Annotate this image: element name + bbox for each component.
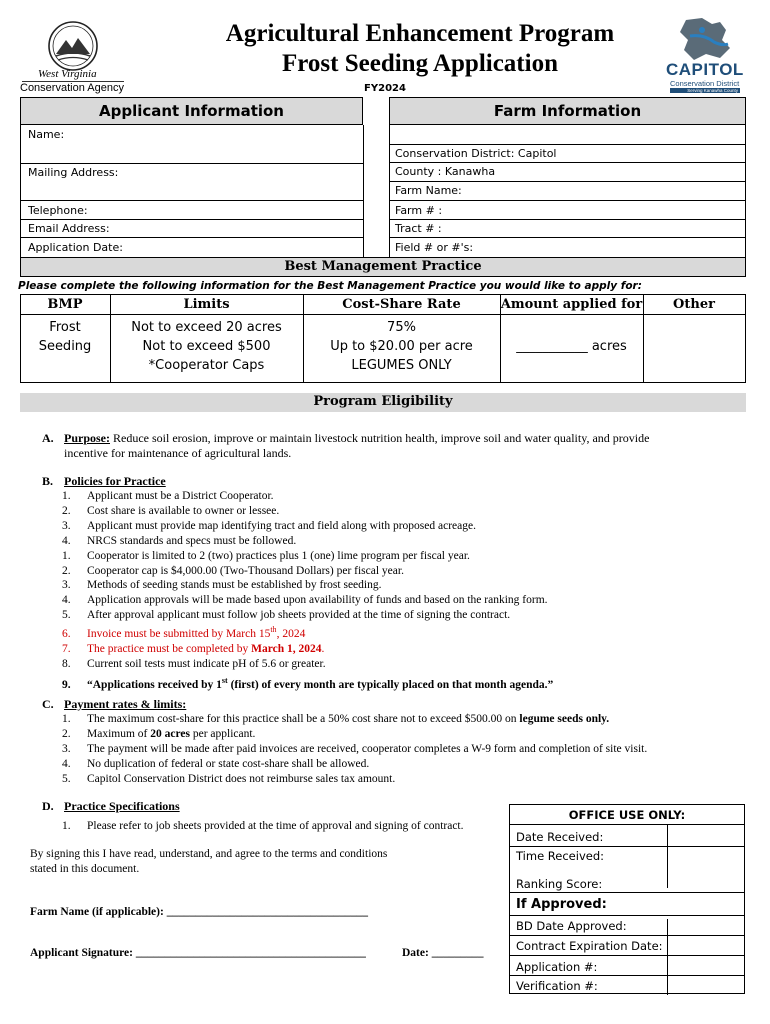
policy-item-num: 5. xyxy=(62,609,71,622)
specs-item-1-text: Please refer to job sheets provided at the time of approval and signing of contract. xyxy=(87,820,464,832)
document-subtitle: Frost Seeding Application xyxy=(282,50,558,77)
telephone-label[interactable]: Telephone: xyxy=(28,204,88,217)
bmp-col-5 xyxy=(745,294,746,382)
policy-item xyxy=(62,674,553,693)
payment-title: Payment rates & limits: xyxy=(64,697,187,711)
payment-item-text: No duplication of federal or state cost-share shall be allowed. xyxy=(87,757,370,770)
if-approved-heading: If Approved: xyxy=(510,892,744,917)
info-left-border xyxy=(20,125,21,258)
payment-item-text: Maximum of xyxy=(87,727,151,740)
bmp-name-line1: Frost xyxy=(49,320,81,335)
policy-item-text: Application approvals will be made based upon availability of funds and based on the ranking form. xyxy=(87,594,548,607)
farm-line-5 xyxy=(389,237,745,238)
payment-item xyxy=(62,772,647,787)
payment-item xyxy=(62,757,647,772)
county-label: County : Kanawha xyxy=(395,165,496,178)
wv-conservation-agency-logo xyxy=(18,20,128,96)
policy-item-sup: st xyxy=(221,675,228,685)
payment-item-bold: legume seeds only. xyxy=(519,713,610,725)
policy-item-num: 9. xyxy=(62,678,71,691)
mailing-address-label[interactable]: Mailing Address: xyxy=(28,166,119,179)
capitol-name: CAPITOL xyxy=(666,60,744,79)
bd-date-approved-label[interactable]: BD Date Approved: xyxy=(510,915,744,935)
limit-dollars: Not to exceed $500 xyxy=(142,339,271,354)
policy-item-text: , 2024 xyxy=(276,627,306,640)
policy-item xyxy=(62,657,553,672)
col-header-rate: Cost-Share Rate xyxy=(342,297,461,312)
specs-item-1-num: 1. xyxy=(62,820,71,832)
rate-legumes: LEGUMES ONLY xyxy=(351,358,452,373)
farm-name-signature-field[interactable]: Farm Name (if applicable): ___________________________________ xyxy=(30,906,368,918)
policy-item-text: Invoice must be submitted by March 15 xyxy=(87,627,271,640)
info-divider xyxy=(363,125,364,258)
payment-item xyxy=(62,712,647,727)
farm-line-0 xyxy=(389,144,745,145)
policy-item-text: (first) of every month are typically placed on that month agenda.” xyxy=(227,678,554,691)
purpose-title: Purpose: xyxy=(64,431,110,445)
document-title: Agricultural Enhancement Program xyxy=(225,20,615,47)
purpose-line2: incentive for maintenance of agricultural lands. xyxy=(64,446,292,460)
farm-number-label[interactable]: Farm # : xyxy=(395,204,443,217)
rate-percent: 75% xyxy=(387,320,416,335)
bmp-rate xyxy=(303,318,500,375)
contract-expiration-label[interactable]: Contract Expiration Date: xyxy=(510,935,744,955)
payment-item-text: per applicant. xyxy=(189,727,256,740)
applicant-signature-field[interactable]: Applicant Signature: ________________________________________ xyxy=(30,947,366,959)
amount-applied-field[interactable]: ___________ acres xyxy=(516,339,627,354)
bmp-instruction: Please complete the following information for the Best Management Practice you would like to apply for: xyxy=(18,280,642,292)
policy-item xyxy=(62,623,553,642)
policy-item xyxy=(62,519,553,534)
policy-item-num: 1. xyxy=(62,490,71,502)
policy-item-num: 2. xyxy=(62,564,71,577)
application-number-label[interactable]: Application #: xyxy=(510,955,744,975)
policies-letter: B. xyxy=(42,474,54,488)
date-received-label[interactable]: Date Received: xyxy=(510,824,744,846)
bmp-name xyxy=(20,318,110,356)
policy-item xyxy=(62,608,553,623)
policy-item-text: Cost share is available to owner or lessee. xyxy=(87,504,280,517)
policy-item xyxy=(62,578,553,593)
payment-item-num: 1. xyxy=(62,713,71,725)
payment-letter: C. xyxy=(42,697,54,711)
policy-item xyxy=(62,593,553,608)
rate-per-acre: Up to $20.00 per acre xyxy=(330,339,473,354)
specs-title: Practice Specifications xyxy=(64,799,180,813)
payment-item-num: 5. xyxy=(62,772,71,785)
application-date-label[interactable]: Application Date: xyxy=(28,241,123,254)
policy-item-text: NRCS standards and specs must be followed. xyxy=(87,534,297,547)
policy-item xyxy=(62,549,553,564)
payment-item-bold: 20 acres xyxy=(150,727,190,740)
farm-line-1 xyxy=(389,162,745,163)
policy-item xyxy=(62,534,553,549)
payment-item-num: 2. xyxy=(62,727,71,740)
info-right-border xyxy=(745,125,746,258)
specs-letter: D. xyxy=(42,799,54,813)
policies-title: Policies for Practice xyxy=(64,474,166,488)
bmp-table-top xyxy=(20,294,746,295)
telephone-line xyxy=(20,219,363,220)
office-use-heading: OFFICE USE ONLY: xyxy=(568,808,686,822)
policy-item-num: 6. xyxy=(62,627,71,640)
payment-item-num: 3. xyxy=(62,742,71,755)
policy-item-text: Current soil tests must indicate pH of 5.6 or greater. xyxy=(87,657,326,670)
payment-item xyxy=(62,727,647,742)
field-number-label[interactable]: Field # or #'s: xyxy=(395,241,474,254)
policy-item xyxy=(62,504,553,519)
conservation-district-label: Conservation District: Capitol xyxy=(395,147,557,160)
tract-number-label[interactable]: Tract # : xyxy=(395,222,442,235)
bmp-header-bottom xyxy=(20,314,746,315)
policy-item-text: Methods of seeding stands must be established by frost seeding. xyxy=(87,579,382,592)
bmp-header: Best Management Practice xyxy=(20,257,746,277)
agreement-text xyxy=(30,847,387,877)
payment-item-text: Capitol Conservation District does not reimburse sales tax amount. xyxy=(87,772,396,785)
col-header-amount: Amount applied for xyxy=(500,297,643,312)
specs-item-1 xyxy=(62,820,464,832)
policy-item-text: Applicant must provide map identifying tract and field along with proposed acreage. xyxy=(87,519,476,532)
col-header-bmp: BMP xyxy=(47,297,83,312)
policy-item-text: Cooperator is limited to 2 (two) practices plus 1 (one) lime program per fiscal year. xyxy=(87,549,470,562)
policy-item-sup: th xyxy=(270,625,277,635)
policy-item-num: 4. xyxy=(62,594,71,607)
payment-list xyxy=(62,712,647,787)
policy-item-text: After approval applicant must follow job sheets provided at the time of signing the contract. xyxy=(87,609,511,622)
col-header-other: Other xyxy=(673,297,715,312)
bmp-table-bottom xyxy=(20,382,746,383)
logo-text-line1: West Virginia xyxy=(38,68,97,80)
ranking-score-label[interactable]: Ranking Score: xyxy=(516,877,603,891)
purpose-text xyxy=(64,431,744,461)
farm-line-4 xyxy=(389,219,745,220)
limit-caps: *Cooperator Caps xyxy=(148,358,265,373)
email-label[interactable]: Email Address: xyxy=(28,222,110,235)
name-line xyxy=(20,163,363,164)
agreement-line2: stated in this document. xyxy=(30,863,140,875)
farm-info-header: Farm Information xyxy=(389,97,746,125)
payment-item-text: The payment will be made after paid invoices are received, cooperator completes a W-9 form and completion of site visit. xyxy=(87,742,648,755)
policy-item xyxy=(62,642,553,657)
payment-item-num: 4. xyxy=(62,757,71,770)
farm-line-2 xyxy=(389,181,745,182)
policy-item-num: 8. xyxy=(62,657,71,670)
limit-acres: Not to exceed 20 acres xyxy=(131,320,282,335)
col-header-limits: Limits xyxy=(183,297,230,312)
policy-item-text: Applicant must be a District Cooperator. xyxy=(87,490,274,502)
email-line xyxy=(20,237,363,238)
capitol-tagline: Serving Kanawha County xyxy=(670,88,740,93)
applicant-info-header: Applicant Information xyxy=(20,97,363,125)
capitol-district-logo xyxy=(664,16,744,96)
policy-item-num: 3. xyxy=(62,519,71,532)
policy-item-num: 7. xyxy=(62,642,71,655)
policy-item-num: 4. xyxy=(62,534,71,547)
logo-text-line2: Conservation Agency xyxy=(20,82,124,94)
bmp-name-line2: Seeding xyxy=(38,339,92,354)
policy-item-text: The practice must be completed by xyxy=(87,642,252,655)
policy-item-num: 3. xyxy=(62,579,71,592)
agreement-line1: By signing this I have read, understand, and agree to the terms and conditions xyxy=(30,848,388,860)
capitol-subtitle: Conservation District xyxy=(670,79,740,88)
purpose-line1: Reduce soil erosion, improve or maintain livestock nutrition health, improve soil and water quality, and provide xyxy=(113,431,650,445)
farm-line-3 xyxy=(389,200,745,201)
eligibility-header: Program Eligibility xyxy=(20,393,746,412)
purpose-letter: A. xyxy=(42,431,54,445)
bmp-limits xyxy=(110,318,303,375)
county-map-icon xyxy=(664,16,744,62)
seal-icon xyxy=(18,20,128,72)
policy-item-text: “Applications received by 1 xyxy=(87,678,222,691)
time-received-label[interactable]: Time Received: xyxy=(510,846,744,868)
policy-item-text: . xyxy=(321,642,325,655)
applicant-name-label[interactable]: Name: xyxy=(28,128,65,141)
policy-item xyxy=(62,489,553,504)
address-line xyxy=(20,200,363,201)
policy-item-num: 1. xyxy=(62,549,71,562)
policies-list xyxy=(62,489,553,692)
policy-item-text: Cooperator cap is $4,000.00 (Two-Thousand Dollars) per fiscal year. xyxy=(87,564,404,577)
office-use-table xyxy=(509,804,745,994)
policy-item-bold: March 1, 2024 xyxy=(251,642,322,655)
policy-item xyxy=(62,564,553,579)
farm-name-label[interactable]: Farm Name: xyxy=(395,184,462,197)
policy-item-num: 2. xyxy=(62,504,71,517)
signature-date-field[interactable]: Date: _________ xyxy=(402,947,484,959)
fiscal-year: FY2024 xyxy=(364,83,406,94)
payment-item-text: The maximum cost-share for this practice shall be a 50% cost share not to exceed $500.00 on xyxy=(87,713,520,725)
payment-item xyxy=(62,742,647,757)
verification-number-label[interactable]: Verification #: xyxy=(510,975,744,994)
